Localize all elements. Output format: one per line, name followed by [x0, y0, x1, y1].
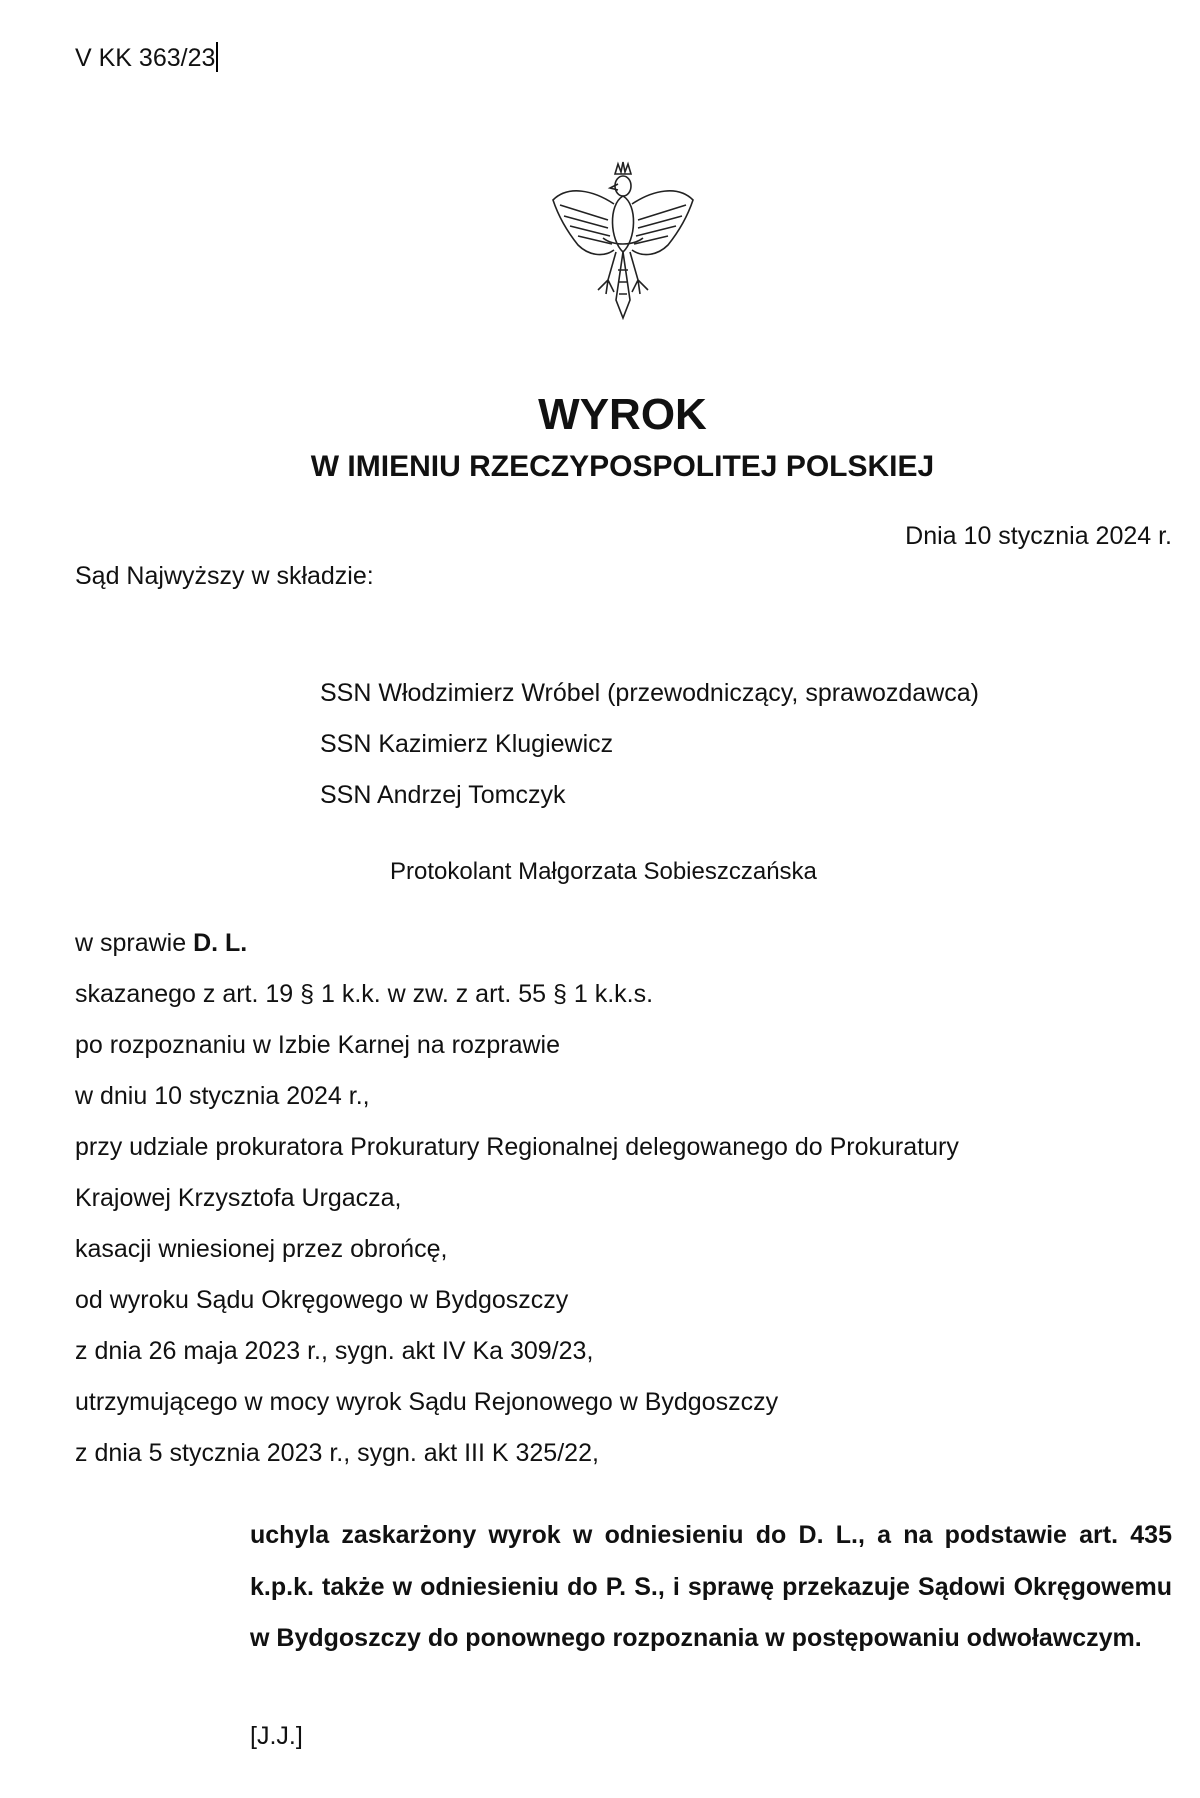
case-prefix: w sprawie [75, 929, 194, 957]
court-intro: Sąd Najwyższy w składzie: [75, 562, 374, 590]
case-line: skazanego z art. 19 § 1 k.k. w zw. z art. 55 § 1 k.k.s. [75, 980, 654, 1008]
case-line: Krajowej Krzysztofa Urgacza, [75, 1184, 402, 1212]
case-line: z dnia 5 stycznia 2023 r., sygn. akt III K 325/22, [75, 1439, 599, 1467]
case-line: kasacji wniesionej przez obrońcę, [75, 1235, 448, 1263]
document-subtitle: W IMIENIU RZECZYPOSPOLITEJ POLSKIEJ [310, 450, 935, 483]
judge-item: SSN Kazimierz Klugiewicz [320, 730, 614, 758]
case-line: w dniu 10 stycznia 2024 r., [75, 1082, 370, 1110]
case-line [75, 918, 959, 969]
case-line: utrzymującego w mocy wyrok Sądu Rejonowego w Bydgoszczy [75, 1388, 779, 1416]
document-title: WYROK [538, 390, 707, 439]
court-clerk: Protokolant Małgorzata Sobieszczańska [390, 858, 817, 885]
ruling-text: uchyla zaskarżony wyrok w odniesieniu do D. L., a na podstawie art. 435 k.p.k. także w odniesieniu do P. S., i sprawę przekazuje Sądowi Okręgowemu w Bydgoszczy do ponownego rozpoznania w postępowaniu odwoławczym. [250, 1521, 1172, 1652]
judges-list [320, 668, 979, 821]
case-line: z dnia 26 maja 2023 r., sygn. akt IV Ka 309/23, [75, 1337, 594, 1365]
judgment-date: Dnia 10 stycznia 2024 r. [905, 522, 1172, 550]
judge-item: SSN Andrzej Tomczyk [320, 781, 566, 809]
case-number-text: V KK 363/23 [75, 44, 216, 72]
case-line: od wyroku Sądu Okręgowego w Bydgoszczy [75, 1286, 569, 1314]
case-number [75, 42, 218, 73]
defendant-name: D. L. [193, 929, 248, 957]
polish-eagle-emblem-icon [548, 160, 698, 320]
case-details [75, 918, 959, 1479]
author-initials: [J.J.] [250, 1722, 303, 1750]
text-cursor [216, 42, 218, 72]
case-line: przy udziale prokuratora Prokuratury Regionalnej delegowanego do Prokuratury [75, 1133, 959, 1161]
judge-item: SSN Włodzimierz Wróbel (przewodniczący, sprawozdawca) [320, 679, 979, 707]
case-line: po rozpoznaniu w Izbie Karnej na rozprawie [75, 1031, 560, 1059]
